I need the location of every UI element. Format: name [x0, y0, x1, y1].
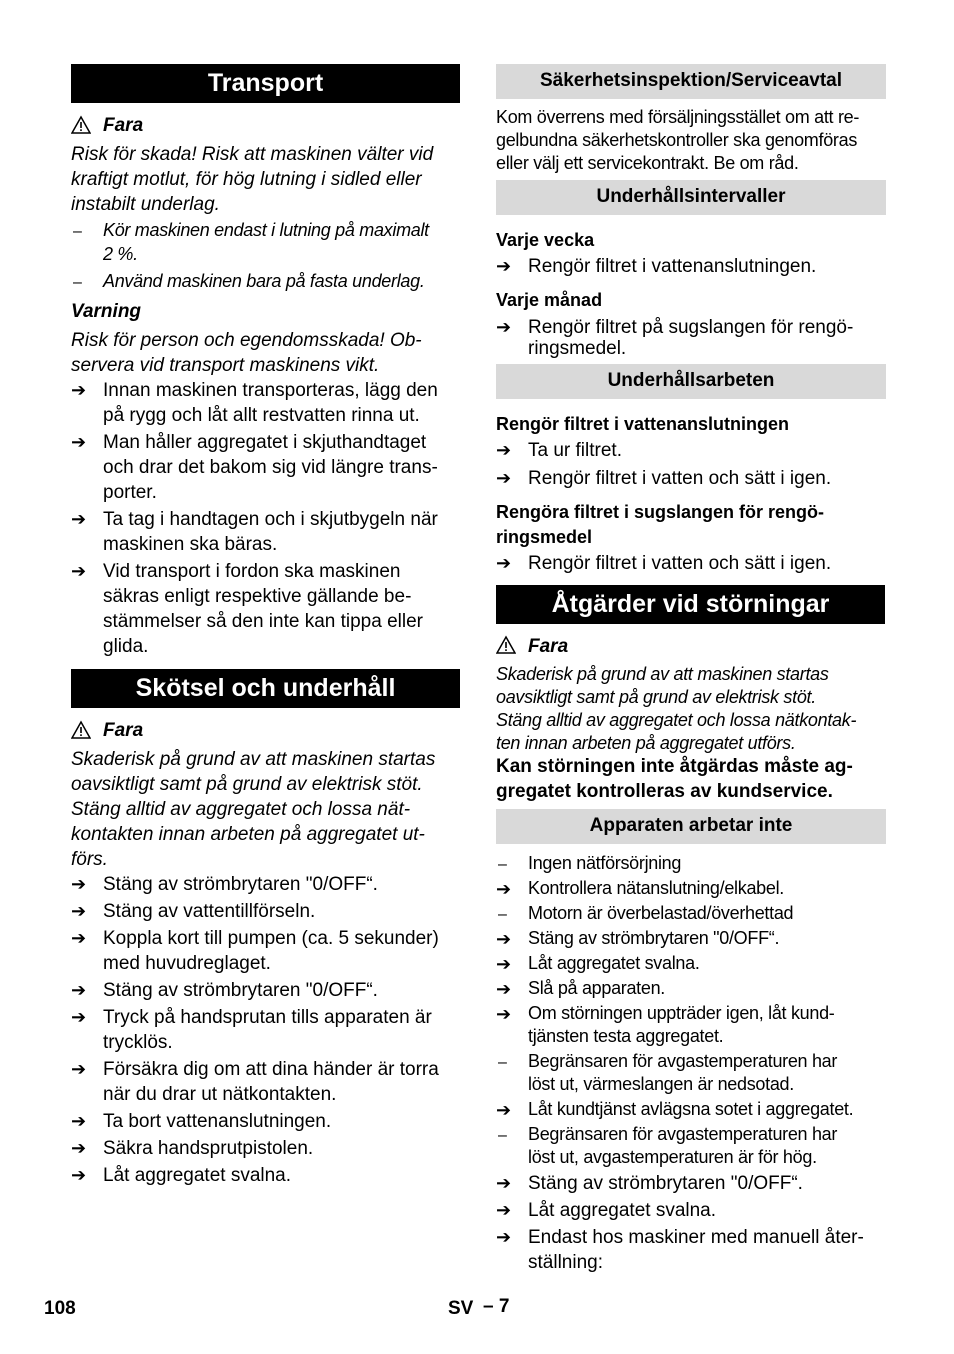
step-item-line: glida.	[103, 636, 149, 657]
warning-triangle-icon	[71, 720, 91, 740]
dash-item-line: löst ut, avgastemperaturen är för hög.	[528, 1147, 817, 1167]
arrow-icon: ➔	[496, 1227, 512, 1247]
step-item-line: Låt aggregatet svalna.	[528, 953, 700, 973]
fara-bold-line: Kan störningen inte åtgärdas måste ag-	[496, 756, 853, 777]
step-item-line: Säkra handsprutpistolen.	[103, 1138, 314, 1159]
arrow-icon: ➔	[71, 380, 87, 400]
dash-bullet: –	[498, 1127, 507, 1144]
monthly-step-line: ringsmedel.	[528, 338, 627, 359]
dash-item-line: Begränsaren för avgastemperaturen har	[528, 1124, 838, 1144]
fara-text-line: ten innan arbeten på aggregatet utförs.	[496, 733, 796, 753]
fara-text-line: Stäng alltid av aggregatet och lossa nätkontak-	[496, 710, 857, 730]
step-item-line: Låt aggregatet svalna.	[528, 1200, 717, 1221]
arrow-icon: ➔	[496, 1100, 512, 1120]
step-item-line: Slå på apparaten.	[528, 978, 666, 998]
arrow-icon: ➔	[496, 553, 512, 573]
arrow-icon: ➔	[71, 874, 87, 894]
dash-bullet: –	[498, 1054, 507, 1071]
safety-text-line: gelbundna säkerhetskontroller ska genomföras	[496, 130, 858, 150]
step-item-line: tjänsten testa aggregatet.	[528, 1026, 724, 1046]
clean1-label: Rengör filtret i vattenanslutningen	[496, 414, 790, 434]
varning-text-line: Risk för person och egendomsskada! Ob-	[71, 330, 422, 351]
arrow-icon: ➔	[496, 929, 512, 949]
fara-text-line: Skaderisk på grund av att maskinen startas	[496, 664, 829, 684]
step-item-line: maskinen ska bäras.	[103, 534, 278, 555]
warning-triangle-icon	[496, 635, 516, 655]
step-item-line: Stäng av vattentillförseln.	[103, 901, 316, 922]
safety-text-line: eller välj ett servicekontrakt. Be om råd.	[496, 153, 799, 173]
clean2-step: Rengör filtret i vatten och sätt i igen.	[528, 553, 832, 574]
arrow-icon: ➔	[496, 468, 512, 488]
fara-text-line: Risk för skada! Risk att maskinen välter vid	[71, 144, 434, 165]
dash-item-line: Begränsaren för avgastemperaturen har	[528, 1051, 838, 1071]
step-item-line: Vid transport i fordon ska maskinen	[103, 561, 401, 582]
footer-lang: SV	[448, 1298, 474, 1319]
dash-item-line: löst ut, värmeslangen är nedsotad.	[528, 1074, 794, 1094]
not-working-heading: Apparaten arbetar inte	[496, 809, 886, 844]
step-item-line: porter.	[103, 482, 157, 503]
weekly-label: Varje vecka	[496, 230, 595, 250]
arrow-icon: ➔	[71, 901, 87, 921]
weekly-step: Rengör filtret i vattenanslutningen.	[528, 256, 817, 277]
step-item-line: Stäng av strömbrytaren "0/OFF“.	[528, 1173, 803, 1194]
fara-text-line: kontakten innan arbeten på aggregatet ut-	[71, 824, 425, 845]
safety-heading: Säkerhetsinspektion/Serviceavtal	[496, 64, 886, 99]
arrow-icon: ➔	[71, 1165, 87, 1185]
dash-item-line: 2 %.	[103, 244, 138, 264]
step-item-line: säkras enligt respektive gällande be-	[103, 586, 412, 607]
step-item-line: och drar det bakom sig vid längre trans-	[103, 457, 438, 478]
arrow-icon: ➔	[71, 1138, 87, 1158]
fara-label: Fara	[103, 720, 144, 741]
arrow-icon: ➔	[496, 1173, 512, 1193]
step-item-line: med huvudreglaget.	[103, 953, 271, 974]
fara-label: Fara	[103, 115, 144, 136]
monthly-step-line: Rengör filtret på sugslangen för rengö-	[528, 317, 854, 338]
step-item-line: Koppla kort till pumpen (ca. 5 sekunder)	[103, 928, 439, 949]
step-item-line: Ta bort vattenanslutningen.	[103, 1111, 332, 1132]
dash-item-line: Ingen nätförsörjning	[528, 853, 682, 873]
page-number: 108	[44, 1298, 76, 1319]
varning-text-line: servera vid transport maskinens vikt.	[71, 355, 380, 376]
clean2-label-line: Rengöra filtret i sugslangen för rengö-	[496, 502, 825, 522]
arrow-icon: ➔	[496, 954, 512, 974]
transport-heading: Transport	[71, 64, 460, 103]
clean1-step: Rengör filtret i vatten och sätt i igen.	[528, 468, 832, 489]
fara-label: Fara	[528, 636, 569, 657]
fara-text-line: Skaderisk på grund av att maskinen startas	[71, 749, 436, 770]
dash-bullet: –	[498, 856, 507, 873]
fara-text-line: instabilt underlag.	[71, 194, 220, 215]
safety-text-line: Kom överrens med försäljningsstället om att re-	[496, 107, 860, 127]
fara-text-line: förs.	[71, 849, 108, 870]
step-item-line: Stäng av strömbrytaren "0/OFF“.	[528, 928, 780, 948]
intervals-heading: Underhållsintervaller	[496, 180, 886, 215]
dash-bullet: –	[73, 274, 82, 291]
fara-text-line: oavsiktligt samt på grund av elektrisk stöt.	[496, 687, 816, 707]
arrow-icon: ➔	[71, 432, 87, 452]
arrow-icon: ➔	[496, 1004, 512, 1024]
clean1-step: Ta ur filtret.	[528, 440, 622, 461]
step-item-line: Låt aggregatet svalna.	[103, 1165, 292, 1186]
varning-label: Varning	[71, 301, 142, 322]
arrow-icon: ➔	[71, 980, 87, 1000]
step-item-line: på rygg och låt allt restvatten rinna ut.	[103, 405, 420, 426]
arrow-icon: ➔	[71, 1111, 87, 1131]
arrow-icon: ➔	[496, 979, 512, 999]
warning-triangle-icon	[71, 115, 91, 135]
fara-text-line: kraftigt motlut, för hög lutning i sidled eller	[71, 169, 422, 190]
clean2-label-line: ringsmedel	[496, 527, 593, 547]
arrow-icon: ➔	[496, 317, 512, 337]
step-item-line: när du drar ut nätkontakten.	[103, 1084, 337, 1105]
monthly-label: Varje månad	[496, 290, 603, 310]
step-item-line: trycklös.	[103, 1032, 173, 1053]
step-item-line: Innan maskinen transporteras, lägg den	[103, 380, 438, 401]
dash-bullet: –	[498, 906, 507, 923]
step-item-line: Stäng av strömbrytaren "0/OFF“.	[103, 874, 378, 895]
care-heading: Skötsel och underhåll	[71, 669, 460, 708]
arrow-icon: ➔	[71, 1059, 87, 1079]
step-item-line: Tryck på handsprutan tills apparaten är	[103, 1007, 432, 1028]
step-item-line: Ta tag i handtagen och i skjutbygeln när	[103, 509, 438, 530]
fara-text-line: oavsiktligt samt på grund av elektrisk stöt.	[71, 774, 423, 795]
work-heading: Underhållsarbeten	[496, 364, 886, 399]
arrow-icon: ➔	[496, 440, 512, 460]
arrow-icon: ➔	[71, 509, 87, 529]
arrow-icon: ➔	[71, 561, 87, 581]
dash-item-line: Använd maskinen bara på fasta underlag.	[103, 271, 425, 291]
dash-item-line: Motorn är överbelastad/överhettad	[528, 903, 794, 923]
step-item-line: Om störningen uppträder igen, låt kund-	[528, 1003, 835, 1023]
arrow-icon: ➔	[496, 1200, 512, 1220]
step-item-line: Låt kundtjänst avlägsna sotet i aggregatet.	[528, 1099, 854, 1119]
fara-bold-line: gregatet kontrolleras av kundservice.	[496, 781, 833, 802]
footer-section-page: – 7	[483, 1296, 510, 1317]
arrow-icon: ➔	[496, 879, 512, 899]
step-item-line: Kontrollera nätanslutning/elkabel.	[528, 878, 784, 898]
step-item-line: stämmelser så den inte kan tippa eller	[103, 611, 423, 632]
arrow-icon: ➔	[496, 256, 512, 276]
arrow-icon: ➔	[71, 1007, 87, 1027]
step-item-line: Försäkra dig om att dina händer är torra	[103, 1059, 439, 1080]
faults-heading: Åtgärder vid störningar	[496, 585, 885, 624]
step-item-line: ställning:	[528, 1252, 603, 1273]
step-item-line: Man håller aggregatet i skjuthandtaget	[103, 432, 427, 453]
step-item-line: Endast hos maskiner med manuell åter-	[528, 1227, 864, 1248]
dash-item-line: Kör maskinen endast i lutning på maximalt	[103, 220, 429, 240]
fara-text-line: Stäng alltid av aggregatet och lossa nät-	[71, 799, 411, 820]
dash-bullet: –	[73, 223, 82, 240]
arrow-icon: ➔	[71, 928, 87, 948]
step-item-line: Stäng av strömbrytaren "0/OFF“.	[103, 980, 378, 1001]
